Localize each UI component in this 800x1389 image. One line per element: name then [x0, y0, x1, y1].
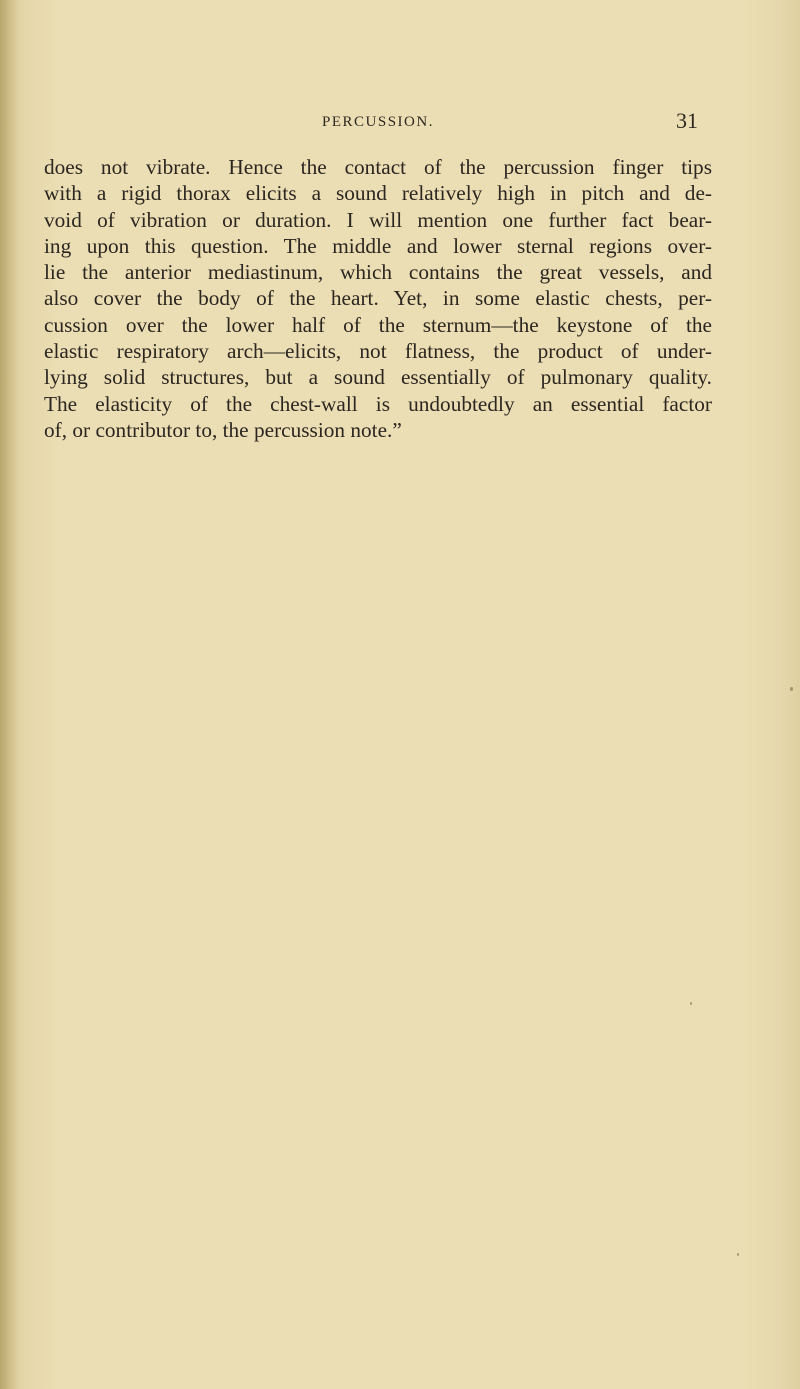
text-line: also cover the body of the heart. Yet, in some elastic chests, per- — [44, 286, 712, 311]
text-line: does not vibrate. Hence the contact of the percussion finger tips — [44, 155, 712, 179]
text-line: The elasticity of the chest-wall is undoubtedly an essential factor — [44, 391, 712, 416]
running-head: PERCUSSION. — [322, 114, 434, 130]
paper-speck — [790, 687, 793, 691]
text-line: of, or contributor to, the percussion note.” — [44, 417, 402, 442]
text-line: lying solid structures, but a sound essentially of pulmonary quality. — [44, 365, 712, 390]
paper-speck — [690, 1002, 692, 1005]
paper-speck — [737, 1253, 739, 1256]
text-line: void of vibration or duration. I will mention one further fact bear- — [44, 207, 712, 232]
page-number: 31 — [676, 108, 698, 133]
text-line: with a rigid thorax elicits a sound relatively high in pitch and de- — [44, 181, 712, 206]
text-line: ing upon this question. The middle and lower sternal regions over- — [44, 233, 712, 258]
text-line: lie the anterior mediastinum, which contains the great vessels, and — [44, 260, 712, 285]
body-paragraph — [44, 154, 712, 443]
spine-shadow — [0, 0, 18, 1389]
text-line: cussion over the lower half of the sternum—the keystone of the — [44, 312, 712, 337]
text-line: elastic respiratory arch—elicits, not flatness, the product of under- — [44, 339, 712, 364]
